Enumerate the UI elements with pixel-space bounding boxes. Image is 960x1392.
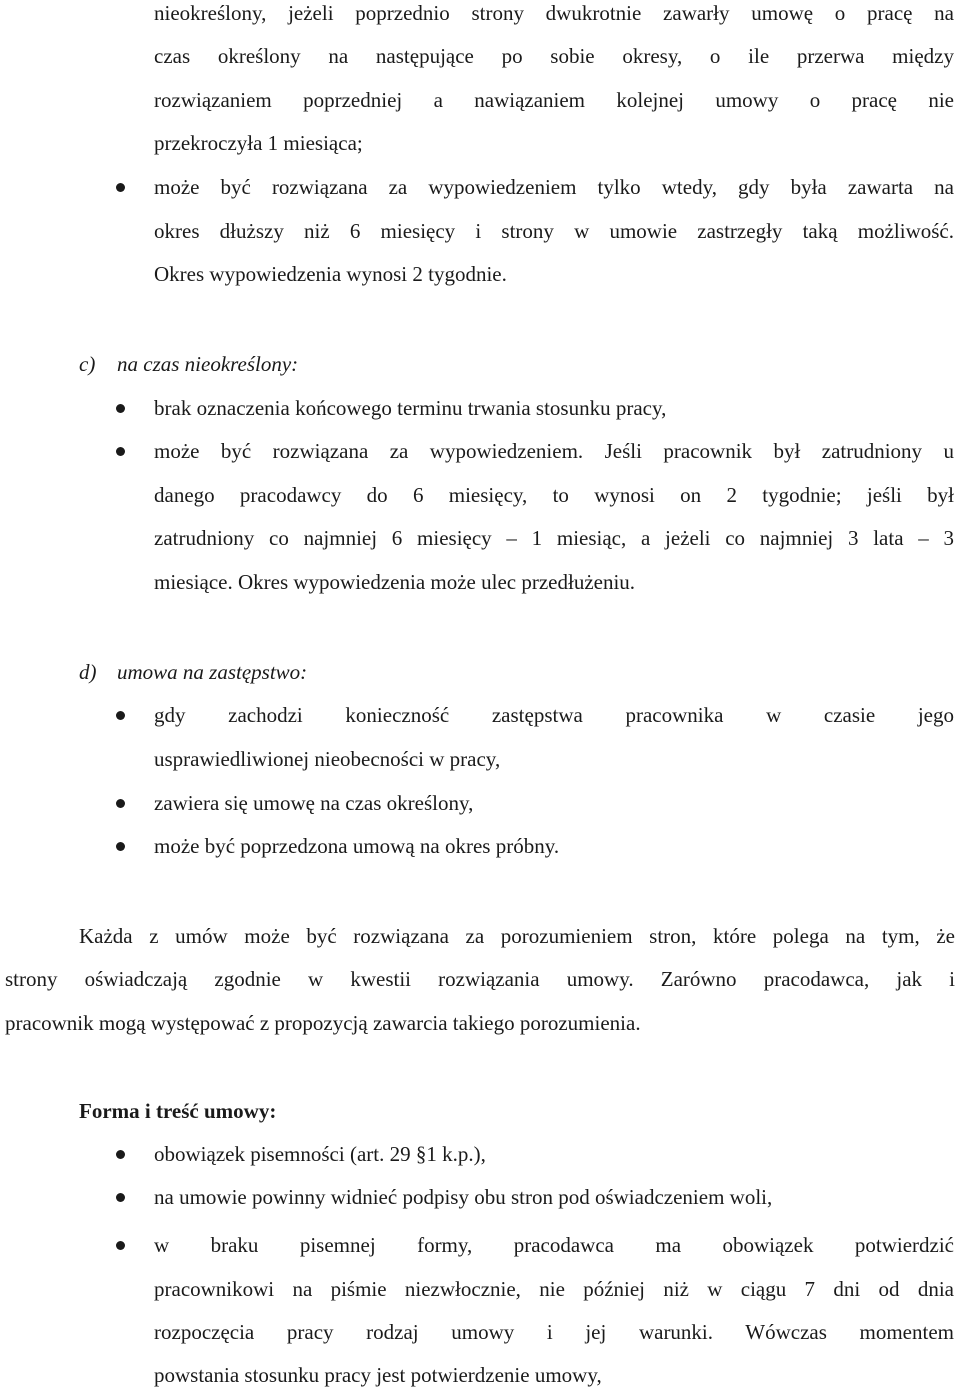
bullet-text-line: obowiązek pisemności (art. 29 §1 k.p.), [154, 1142, 486, 1166]
paragraph-line: strony oświadczają zgodnie w kwestii rozwiązania umowy. Zarówno pracodawca, jak i [5, 967, 955, 991]
paragraph-line: Każda z umów może być rozwiązana za porozumieniem stron, które polega na tym, że [79, 924, 955, 948]
form-section-heading: Forma i treść umowy: [79, 1099, 277, 1123]
bullet-text-line: gdy zachodzi konieczność zastępstwa pracownika w czasie jego [154, 703, 954, 727]
body-text-line: czas określony na następujące po sobie okresy, o ile przerwa między [154, 44, 954, 68]
bullet-text-line: może być poprzedzona umową na okres próbny. [154, 834, 560, 858]
bullet-icon [116, 1193, 125, 1202]
bullet-icon [116, 404, 125, 413]
bullet-text-line: zatrudniony co najmniej 6 miesięcy – 1 miesiąc, a jeżeli co najmniej 3 lata – 3 [154, 526, 954, 550]
section-c-heading [79, 351, 298, 377]
bullet-text-line: miesiące. Okres wypowiedzenia może ulec przedłużeniu. [154, 570, 636, 594]
bullet-text-line: zawiera się umowę na czas określony, [154, 791, 474, 815]
body-text-line: przekroczyła 1 miesiąca; [154, 131, 363, 155]
body-text-line: nieokreślony, jeżeli poprzednio strony dwukrotnie zawarły umowę o pracę na [154, 1, 954, 25]
section-d-heading [79, 659, 307, 685]
bullet-icon [116, 711, 125, 720]
bullet-text-line: usprawiedliwionej nieobecności w pracy, [154, 747, 501, 771]
bullet-icon [116, 1241, 125, 1250]
bullet-text-line: pracownikowi na piśmie niezwłocznie, nie później niż w ciągu 7 dni od dnia [154, 1277, 954, 1301]
bullet-text-line: powstania stosunku pracy jest potwierdzenie umowy, [154, 1363, 602, 1387]
section-label: c) [79, 352, 96, 376]
bullet-icon [116, 842, 125, 851]
section-label: d) [79, 660, 97, 684]
bullet-icon [116, 1150, 125, 1159]
bullet-icon [116, 799, 125, 808]
bullet-text-line: może być rozwiązana za wypowiedzeniem. Jeśli pracownik był zatrudniony u [154, 439, 954, 463]
bullet-icon [116, 183, 125, 192]
bullet-text-line: danego pracodawcy do 6 miesięcy, to wynosi on 2 tygodnie; jeśli był [154, 483, 954, 507]
bullet-text-line: na umowie powinny widnieć podpisy obu stron pod oświadczeniem woli, [154, 1185, 773, 1209]
paragraph-line: pracownik mogą występować z propozycją zawarcia takiego porozumienia. [5, 1011, 641, 1035]
body-text-line: rozwiązaniem poprzedniej a nawiązaniem kolejnej umowy o pracę nie [154, 88, 954, 112]
bullet-text-line: okres dłuższy niż 6 miesięcy i strony w umowie zastrzegły taką możliwość. [154, 219, 954, 243]
bullet-text-line: Okres wypowiedzenia wynosi 2 tygodnie. [154, 262, 507, 286]
bullet-text-line: rozpoczęcia pracy rodzaj umowy i jej warunki. Wówczas momentem [154, 1320, 954, 1344]
bullet-text-line: brak oznaczenia końcowego terminu trwania stosunku pracy, [154, 396, 667, 420]
section-title: umowa na zastępstwo: [117, 660, 308, 684]
section-title: na czas nieokreślony: [117, 352, 299, 376]
bullet-icon [116, 447, 125, 456]
bullet-text-line: w braku pisemnej formy, pracodawca ma obowiązek potwierdzić [154, 1233, 954, 1257]
bullet-text-line: może być rozwiązana za wypowiedzeniem tylko wtedy, gdy była zawarta na [154, 175, 954, 199]
